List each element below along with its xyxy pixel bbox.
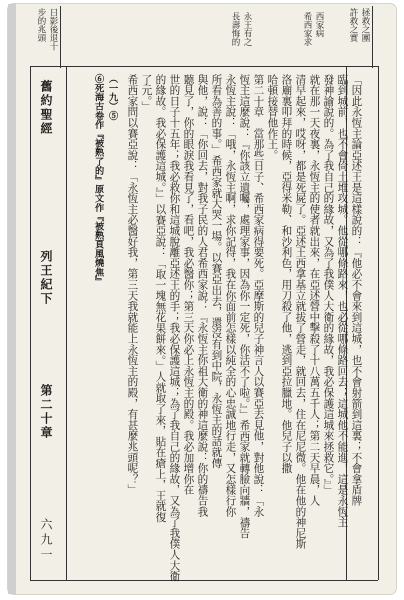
chapter-heading-line: 第二十章 當那些日子、希西家病得要死。亞摩斯的兒子神言人以賽亞去見他，對他說：「永 bbox=[252, 74, 265, 517]
frame-right bbox=[378, 66, 379, 580]
cross-ref: 拯救之團 bbox=[360, 8, 370, 42]
body-line: 希西家問以賽亞說：「永恆主必醫好我，第三天我就能上永恆主的殿，有甚麼兆頭呢？」 bbox=[126, 74, 139, 496]
page-number: 六九一 bbox=[39, 518, 53, 563]
header-column-rule bbox=[66, 66, 67, 580]
footer-rule bbox=[30, 580, 378, 581]
body-line: 清早起來，哎呀，都是死屍了。亞述王西拿基立就拔了營走，就回去，住在尼尼微。他在他的神尼斯 bbox=[294, 74, 307, 550]
body-line: 發神諭說的。為了我自己的緣故，又為了我僕人大衛的緣故，我必保護這城來拯救它。』」 bbox=[322, 74, 335, 496]
running-head-section: 列王紀下 bbox=[39, 250, 53, 306]
cross-ref: 西家病 bbox=[314, 12, 324, 38]
body-line: 的緣故。我必保護這城。』」以賽亞說：「取一塊無花果餅來。」人就取了來，貼在瘡上，王就復 bbox=[154, 74, 167, 523]
cross-ref: 永王有之 bbox=[242, 12, 252, 46]
margin-rule-left bbox=[60, 6, 61, 68]
cross-ref: 希西家求 bbox=[302, 12, 312, 46]
body-line: 洛廟裏叩拜的時候，亞得米勒、和沙利色，用刀殺了他，逃到亞拉臘地。他兒子以撒 bbox=[280, 74, 293, 474]
cross-ref: 日影後退十 bbox=[48, 8, 58, 51]
body-line: 所看為善的事。」希西家就大哭一場。以賽亞出去，還沒有到中院，永恆主的話就傳 bbox=[210, 74, 223, 469]
margin-rule-right bbox=[372, 6, 373, 68]
header-rule bbox=[30, 66, 378, 67]
body-line: 「因此永恆主論亞述王是這樣說的：『他必不會來到這城，也不會射箭到這裏；不會拿盾牌 bbox=[350, 74, 363, 506]
body-line: 了元。」 bbox=[140, 74, 153, 112]
body-line: 與他，說：「你回去，對我子民的人君希西家說：『永恆主你祖大衛的神這麼說：你的禱告我 bbox=[196, 74, 209, 517]
body-line: 就在那一天夜裏，永恆主的使者就出來，在亞述營中擊殺了十八萬五千人；第二天早晨，人 bbox=[308, 74, 321, 506]
cross-ref: 許救之實 bbox=[348, 8, 358, 42]
cross-ref: 步的兆頭 bbox=[36, 8, 46, 42]
running-head-book: 舊約聖經 bbox=[39, 80, 53, 136]
book-page bbox=[8, 4, 396, 594]
binding-shadow bbox=[8, 4, 16, 594]
body-line: 哈頓接替他作王。 bbox=[266, 74, 279, 161]
footnote: ⑥死海古卷作『被熟了的』原文作『被熟頁風燒焦』 bbox=[92, 74, 104, 286]
frame-left bbox=[30, 66, 31, 580]
body-line: 恆主這麼說：『你該立遺囑，處理家事，因為你一定死，你活不了啦。』」希西家就轉臉向牆，禱告 bbox=[238, 74, 251, 539]
running-head-chapter: 第二十章 bbox=[39, 384, 53, 440]
body-line: 聽見了，你的眼淚我看見了，看吧，我必醫你；第三天你必上永恆主的殿。我必加增你在 bbox=[182, 74, 195, 496]
body-line: 永恆主說：「哦，永恆主啊，求你記得，我在你面前怎樣以純全的心忠誠地行走，又怎樣行你 bbox=[224, 74, 237, 517]
body-line: 臨到城前，也不會倚土堆攻城。他從哪條路來，也必從哪條路回去；這城他不能進，這是永恆主 bbox=[336, 74, 349, 528]
cross-ref: 長壽悔的 bbox=[230, 12, 240, 46]
body-line: 世的日子十五年；我必救你和這城脫離亞述王的手；我必保護這城；為了我自己的緣故，又為了我僕人大衛 bbox=[168, 74, 181, 582]
footnote: （一九）⑤ bbox=[106, 74, 118, 120]
